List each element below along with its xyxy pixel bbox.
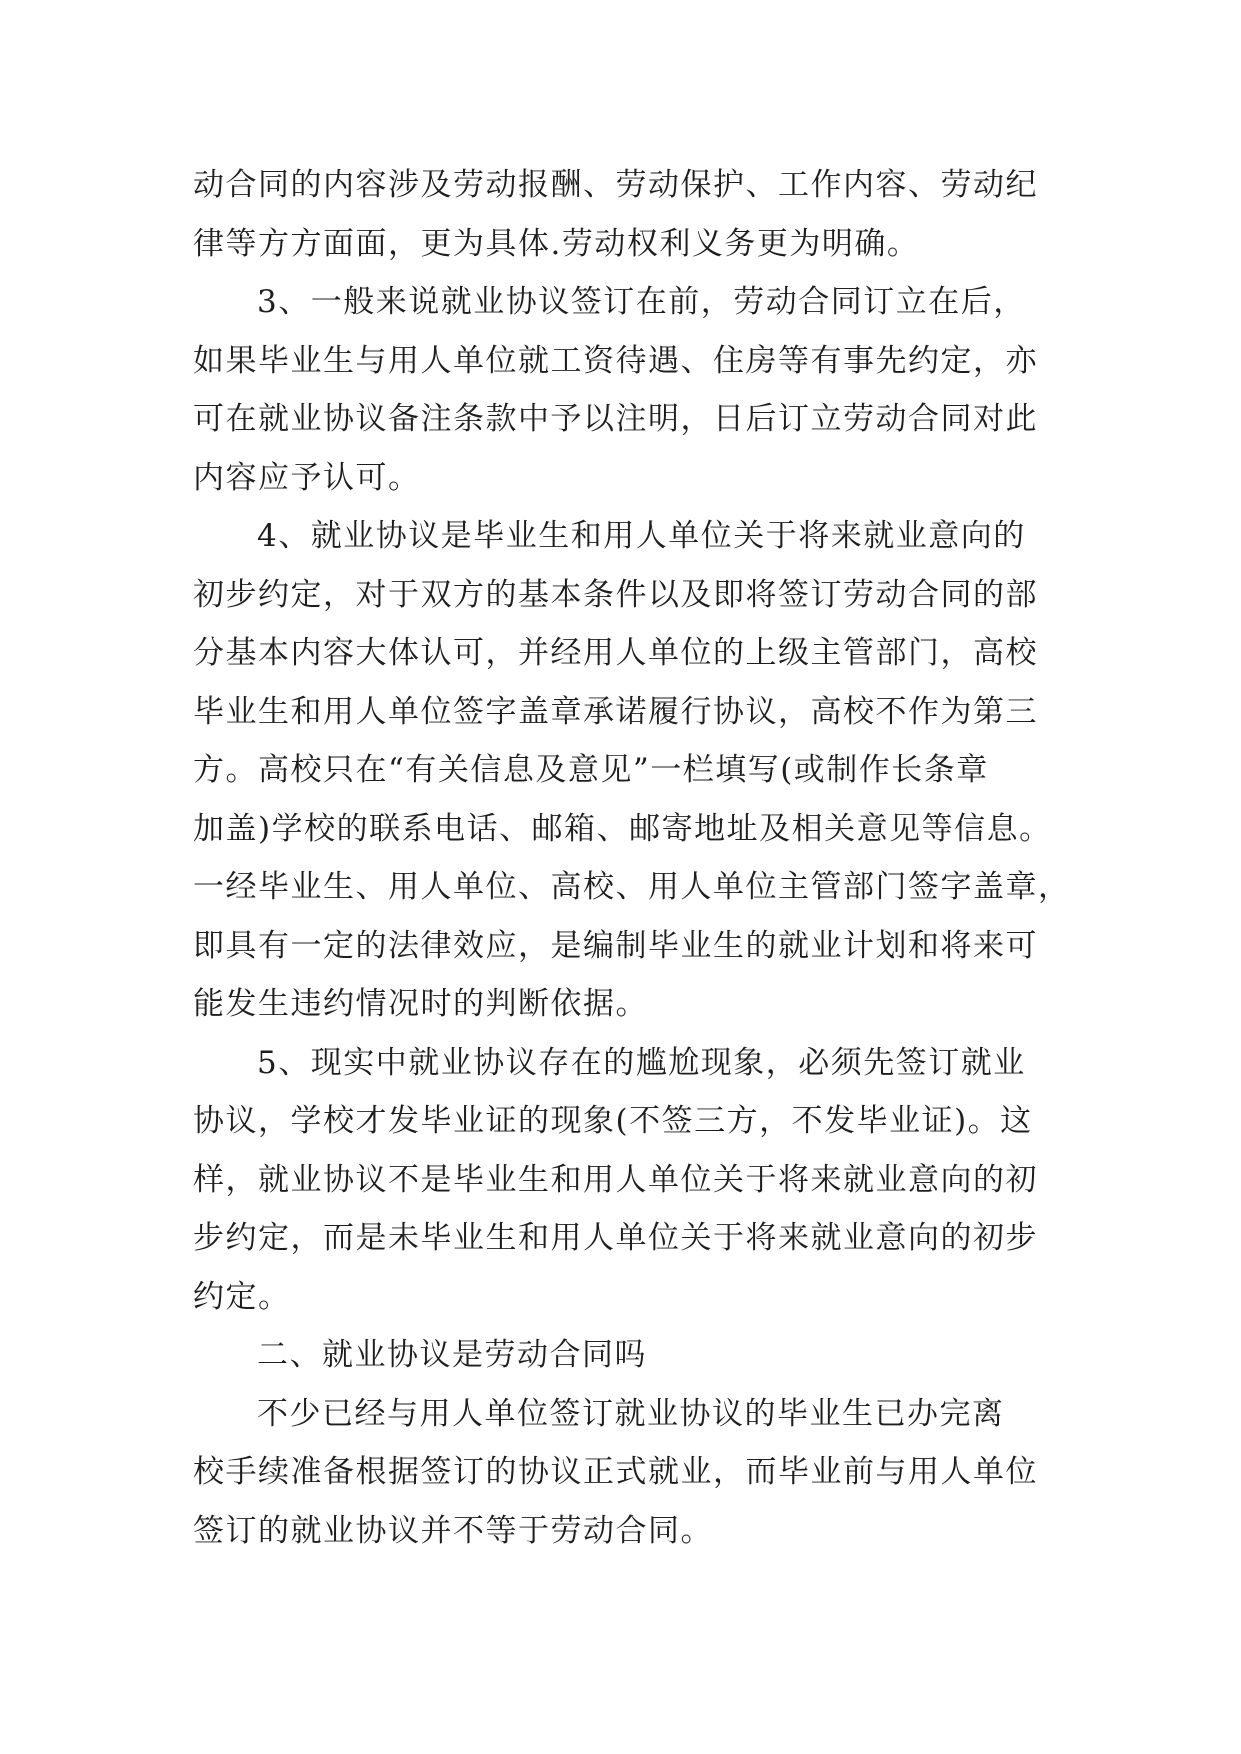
text-line: 约定。: [193, 1278, 291, 1315]
text-line: 能发生违约情况时的判断依据。: [193, 986, 648, 1022]
text-line: 4、就业协议是毕业生和用人单位关于将来就业意向的: [257, 518, 1026, 554]
text-line: 样，就业协议不是毕业生和用人单位关于将来就业意向的初: [193, 1161, 1038, 1198]
text-line: 签订的就业协议并不等于劳动合同。: [193, 1512, 713, 1549]
text-line: 毕业生和用人单位签字盖章承诺履行协议，高校不作为第三: [193, 693, 1038, 730]
text-line: 初步约定，对于双方的基本条件以及即将签订劳动合同的部: [193, 576, 1038, 613]
text-line: 步约定，而是未毕业生和用人单位关于将来就业意向的初步: [193, 1220, 1038, 1256]
text-line: 动合同的内容涉及劳动报酬、劳动保护、工作内容、劳动纪: [193, 167, 1038, 203]
text-line: 不少已经与用人单位签订就业协议的毕业生已办完离: [257, 1395, 1005, 1432]
text-line: 律等方方面面，更为具体.劳动权利义务更为明确。: [193, 225, 920, 262]
text-line: 协议，学校才发毕业证的现象(不签三方，不发毕业证)。这: [193, 1103, 1033, 1139]
text-line: 加盖)学校的联系电话、邮箱、邮寄地址及相关意见等信息。: [193, 810, 1052, 847]
text-line: 内容应予认可。: [193, 459, 421, 496]
text-line: 一经毕业生、用人单位、高校、用人单位主管部门签字盖章，: [193, 869, 1071, 905]
text-line: 可在就业协议备注条款中予以注明，日后订立劳动合同对此: [193, 401, 1038, 437]
text-line: 即具有一定的法律效应，是编制毕业生的就业计划和将来可: [193, 927, 1038, 964]
text-line: 3、一般来说就业协议签订在前，劳动合同订立在后，: [257, 284, 1026, 320]
text-line: 方。高校只在“有关信息及意见”一栏填写(或制作长条章: [193, 752, 989, 788]
text-line: 分基本内容大体认可，并经用人单位的上级主管部门，高校: [193, 635, 1038, 671]
text-line: 校手续准备根据签订的协议正式就业，而毕业前与用人单位: [193, 1454, 1038, 1490]
text-line: 二、就业协议是劳动合同吗: [257, 1337, 647, 1373]
text-line: 如果毕业生与用人单位就工资待遇、住房等有事先约定，亦: [193, 342, 1038, 379]
document-body: [193, 156, 1071, 1560]
text-line: 5、现实中就业协议存在的尴尬现象，必须先签订就业: [257, 1044, 1026, 1081]
